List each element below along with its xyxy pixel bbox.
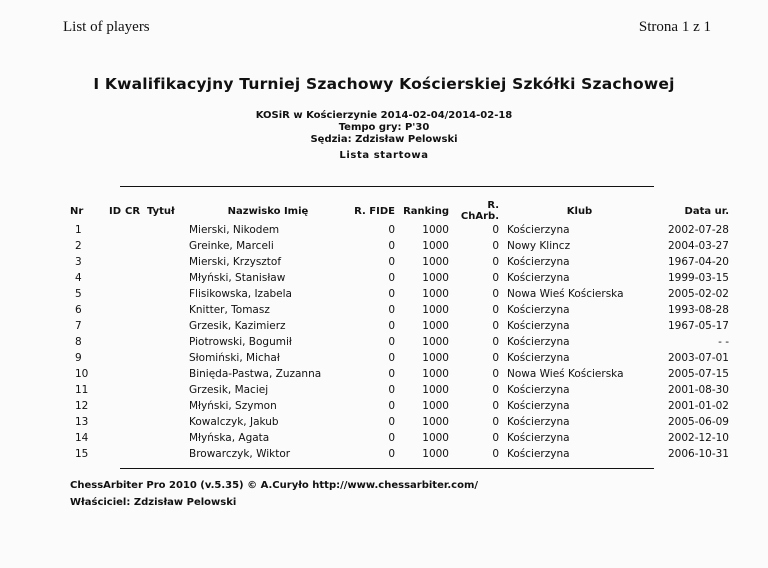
cell-fide: 0 bbox=[388, 448, 395, 460]
cell-club: Kościerzyna bbox=[507, 256, 570, 268]
cell-title bbox=[147, 222, 181, 238]
cell-title bbox=[147, 238, 181, 254]
cell-nr: 9 bbox=[75, 352, 82, 364]
cell-id bbox=[101, 286, 121, 302]
cell-title bbox=[147, 350, 181, 366]
col-header-ranking: Ranking bbox=[403, 205, 449, 217]
cell-id bbox=[101, 302, 121, 318]
cell-charb: 0 bbox=[492, 240, 499, 252]
cell-cr bbox=[121, 350, 147, 366]
cell-nr: 14 bbox=[75, 432, 89, 444]
cell-club: Kościerzyna bbox=[507, 400, 570, 412]
cell-ranking: 1000 bbox=[422, 256, 449, 268]
cell-cr bbox=[121, 238, 147, 254]
cell-title bbox=[147, 382, 181, 398]
cell-club: Kościerzyna bbox=[507, 224, 570, 236]
cell-id bbox=[101, 350, 121, 366]
table-row bbox=[70, 286, 729, 302]
cell-fide: 0 bbox=[388, 400, 395, 412]
cell-nr: 4 bbox=[75, 272, 82, 284]
col-header-charb: R. ChArb. bbox=[460, 200, 499, 222]
cell-fide: 0 bbox=[388, 272, 395, 284]
cell-club: Kościerzyna bbox=[507, 304, 570, 316]
cell-birthdate: 2004-03-27 bbox=[667, 240, 729, 252]
cell-fide: 0 bbox=[388, 384, 395, 396]
table-row bbox=[70, 238, 729, 254]
cell-ranking: 1000 bbox=[422, 320, 449, 332]
cell-id bbox=[101, 430, 121, 446]
cell-ranking: 1000 bbox=[422, 240, 449, 252]
cell-nr: 10 bbox=[75, 368, 89, 380]
top-divider bbox=[120, 186, 654, 187]
cell-fide: 0 bbox=[388, 256, 395, 268]
col-header-name: Nazwisko Imię bbox=[227, 205, 309, 217]
cell-club: Kościerzyna bbox=[507, 320, 570, 332]
table-row bbox=[70, 222, 729, 238]
cell-ranking: 1000 bbox=[422, 368, 449, 380]
col-header-fide: R. FIDE bbox=[354, 205, 395, 217]
cell-ranking: 1000 bbox=[422, 224, 449, 236]
cell-cr bbox=[121, 270, 147, 286]
cell-club: Nowa Wieś Kościerska bbox=[507, 368, 624, 380]
cell-charb: 0 bbox=[492, 448, 499, 460]
cell-id bbox=[101, 446, 121, 462]
cell-title bbox=[147, 254, 181, 270]
cell-name: Młyńska, Agata bbox=[189, 432, 270, 444]
cell-birthdate: 2001-01-02 bbox=[667, 400, 729, 412]
cell-birthdate: 2001-08-30 bbox=[667, 384, 729, 396]
software-credit: ChessArbiter Pro 2010 (v.5.35) © A.Curyło http://www.chessarbiter.com/ bbox=[70, 480, 479, 491]
cell-title bbox=[147, 398, 181, 414]
cell-ranking: 1000 bbox=[422, 304, 449, 316]
table-row bbox=[70, 414, 729, 430]
owner-info: Właściciel: Zdzisław Pelowski bbox=[70, 497, 237, 508]
cell-birthdate: 1993-08-28 bbox=[667, 304, 729, 316]
col-header-title: Tytuł bbox=[147, 205, 175, 217]
col-header-birthdate: Data ur. bbox=[684, 205, 729, 217]
cell-ranking: 1000 bbox=[422, 336, 449, 348]
cell-cr bbox=[121, 366, 147, 382]
tempo-info: Tempo gry: P'30 bbox=[338, 122, 430, 133]
tournament-title: I Kwalifikacyjny Turniej Szachowy Kościerskiej Szkółki Szachowej bbox=[93, 75, 675, 93]
cell-fide: 0 bbox=[388, 240, 395, 252]
cell-title bbox=[147, 334, 181, 350]
cell-name: Mierski, Nikodem bbox=[189, 224, 280, 236]
cell-name: Flisikowska, Izabela bbox=[189, 288, 292, 300]
cell-nr: 13 bbox=[75, 416, 89, 428]
cell-name: Słomiński, Michał bbox=[189, 352, 280, 364]
cell-name: Browarczyk, Wiktor bbox=[189, 448, 291, 460]
cell-fide: 0 bbox=[388, 352, 395, 364]
cell-ranking: 1000 bbox=[422, 384, 449, 396]
cell-fide: 0 bbox=[388, 320, 395, 332]
cell-name: Binięda-Pastwa, Zuzanna bbox=[189, 368, 322, 380]
table-row bbox=[70, 334, 729, 350]
cell-title bbox=[147, 302, 181, 318]
cell-id bbox=[101, 414, 121, 430]
table-row bbox=[70, 270, 729, 286]
cell-nr: 2 bbox=[75, 240, 82, 252]
cell-ranking: 1000 bbox=[422, 272, 449, 284]
cell-charb: 0 bbox=[492, 416, 499, 428]
cell-charb: 0 bbox=[492, 336, 499, 348]
page-header-title: List of players bbox=[63, 19, 150, 35]
cell-cr bbox=[121, 382, 147, 398]
cell-id bbox=[101, 398, 121, 414]
cell-id bbox=[101, 254, 121, 270]
table-row bbox=[70, 382, 729, 398]
cell-cr bbox=[121, 446, 147, 462]
cell-birthdate: 2003-07-01 bbox=[667, 352, 729, 364]
cell-charb: 0 bbox=[492, 288, 499, 300]
cell-club: Kościerzyna bbox=[507, 448, 570, 460]
cell-cr bbox=[121, 222, 147, 238]
table-row bbox=[70, 302, 729, 318]
cell-birthdate: 1967-04-20 bbox=[667, 256, 729, 268]
cell-charb: 0 bbox=[492, 352, 499, 364]
cell-name: Mierski, Krzysztof bbox=[189, 256, 282, 268]
list-title: Lista startowa bbox=[339, 150, 429, 161]
page-number: Strona 1 z 1 bbox=[638, 19, 711, 35]
cell-name: Piotrowski, Bogumił bbox=[189, 336, 292, 348]
cell-birthdate: 2005-06-09 bbox=[667, 416, 729, 428]
cell-charb: 0 bbox=[492, 384, 499, 396]
cell-cr bbox=[121, 286, 147, 302]
cell-fide: 0 bbox=[388, 336, 395, 348]
cell-title bbox=[147, 286, 181, 302]
cell-title bbox=[147, 270, 181, 286]
bottom-divider bbox=[120, 468, 654, 469]
cell-club: Nowy Klincz bbox=[507, 240, 571, 252]
cell-id bbox=[101, 334, 121, 350]
cell-charb: 0 bbox=[492, 256, 499, 268]
cell-fide: 0 bbox=[388, 288, 395, 300]
cell-ranking: 1000 bbox=[422, 400, 449, 412]
cell-nr: 5 bbox=[75, 288, 82, 300]
table-header-row bbox=[70, 200, 729, 222]
table-row bbox=[70, 366, 729, 382]
cell-nr: 8 bbox=[75, 336, 82, 348]
cell-ranking: 1000 bbox=[422, 352, 449, 364]
cell-title bbox=[147, 414, 181, 430]
cell-name: Grzesik, Kazimierz bbox=[189, 320, 286, 332]
cell-club: Kościerzyna bbox=[507, 336, 570, 348]
cell-nr: 6 bbox=[75, 304, 82, 316]
cell-ranking: 1000 bbox=[422, 416, 449, 428]
cell-birthdate: 2002-12-10 bbox=[667, 432, 729, 444]
cell-ranking: 1000 bbox=[422, 432, 449, 444]
table-row bbox=[70, 446, 729, 462]
col-header-id: ID bbox=[108, 205, 121, 217]
table-row bbox=[70, 430, 729, 446]
cell-fide: 0 bbox=[388, 432, 395, 444]
cell-birthdate: 2002-07-28 bbox=[667, 224, 729, 236]
cell-ranking: 1000 bbox=[422, 288, 449, 300]
col-header-nr: Nr bbox=[70, 205, 84, 217]
cell-nr: 3 bbox=[75, 256, 82, 268]
cell-club: Kościerzyna bbox=[507, 384, 570, 396]
cell-id bbox=[101, 318, 121, 334]
players-table bbox=[70, 200, 729, 462]
cell-name: Młyński, Stanisław bbox=[189, 272, 286, 284]
cell-fide: 0 bbox=[388, 416, 395, 428]
cell-nr: 12 bbox=[75, 400, 89, 412]
cell-birthdate: 1967-05-17 bbox=[667, 320, 729, 332]
col-header-cr: CR bbox=[125, 205, 141, 217]
cell-cr bbox=[121, 302, 147, 318]
col-header-club: Klub bbox=[566, 205, 593, 217]
cell-name: Młyński, Szymon bbox=[189, 400, 277, 412]
cell-cr bbox=[121, 254, 147, 270]
cell-title bbox=[147, 366, 181, 382]
cell-id bbox=[101, 238, 121, 254]
cell-title bbox=[147, 318, 181, 334]
table-row bbox=[70, 318, 729, 334]
cell-fide: 0 bbox=[388, 304, 395, 316]
cell-nr: 11 bbox=[75, 384, 89, 396]
cell-birthdate: 1999-03-15 bbox=[667, 272, 729, 284]
cell-charb: 0 bbox=[492, 432, 499, 444]
cell-birthdate: 2005-07-15 bbox=[667, 368, 729, 380]
cell-birthdate: 2005-02-02 bbox=[667, 288, 729, 300]
cell-cr bbox=[121, 318, 147, 334]
cell-charb: 0 bbox=[492, 400, 499, 412]
cell-charb: 0 bbox=[492, 368, 499, 380]
cell-birthdate: 2006-10-31 bbox=[667, 448, 729, 460]
cell-charb: 0 bbox=[492, 304, 499, 316]
cell-charb: 0 bbox=[492, 224, 499, 236]
cell-title bbox=[147, 446, 181, 462]
cell-id bbox=[101, 222, 121, 238]
cell-fide: 0 bbox=[388, 224, 395, 236]
cell-name: Grzesik, Maciej bbox=[189, 384, 269, 396]
cell-nr: 7 bbox=[75, 320, 82, 332]
cell-name: Knitter, Tomasz bbox=[189, 304, 270, 316]
cell-fide: 0 bbox=[388, 368, 395, 380]
table-row bbox=[70, 350, 729, 366]
cell-cr bbox=[121, 398, 147, 414]
cell-name: Greinke, Marceli bbox=[189, 240, 274, 252]
judge-info: Sędzia: Zdzisław Pelowski bbox=[310, 134, 458, 145]
cell-birthdate: - - bbox=[718, 336, 729, 348]
cell-cr bbox=[121, 414, 147, 430]
cell-title bbox=[147, 430, 181, 446]
table-row bbox=[70, 254, 729, 270]
cell-name: Kowalczyk, Jakub bbox=[189, 416, 279, 428]
cell-charb: 0 bbox=[492, 272, 499, 284]
venue-info: KOSiR w Kościerzynie 2014-02-04/2014-02-18 bbox=[255, 110, 513, 121]
table-row bbox=[70, 398, 729, 414]
cell-charb: 0 bbox=[492, 320, 499, 332]
cell-club: Kościerzyna bbox=[507, 416, 570, 428]
cell-ranking: 1000 bbox=[422, 448, 449, 460]
cell-cr bbox=[121, 430, 147, 446]
cell-id bbox=[101, 366, 121, 382]
cell-nr: 1 bbox=[75, 224, 82, 236]
cell-club: Kościerzyna bbox=[507, 352, 570, 364]
cell-club: Nowa Wieś Kościerska bbox=[507, 288, 624, 300]
cell-club: Kościerzyna bbox=[507, 272, 570, 284]
cell-id bbox=[101, 382, 121, 398]
cell-nr: 15 bbox=[75, 448, 89, 460]
cell-cr bbox=[121, 334, 147, 350]
cell-club: Kościerzyna bbox=[507, 432, 570, 444]
cell-id bbox=[101, 270, 121, 286]
